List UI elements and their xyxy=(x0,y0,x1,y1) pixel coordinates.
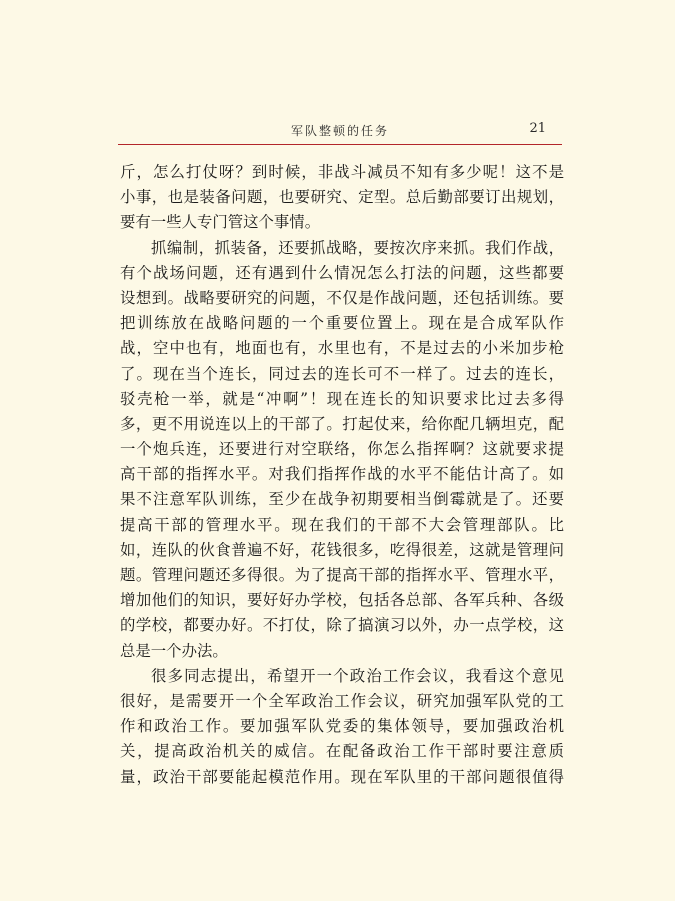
text-line: 提高干部的管理水平。现在我们的干部不大会管理部队。比 xyxy=(120,515,564,534)
text-line: 战，空中也有，地面也有，水里也有，不是过去的小米加步枪 xyxy=(120,339,564,358)
text-line: 高干部的指挥水平。对我们指挥作战的水平不能估计高了。如 xyxy=(120,465,564,484)
text-line: 要有一些人专门管这个事情。 xyxy=(120,213,321,232)
text-line: 题。管理问题还多得很。为了提高干部的指挥水平、管理水平， xyxy=(120,566,564,584)
page-number: 21 xyxy=(529,121,546,136)
text-line: 设想到。战略要研究的问题，不仅是作战问题，还包括训练。要 xyxy=(120,288,564,307)
paragraph-first-line: 很多同志提出，希望开一个政治工作会议，我看这个意见 xyxy=(151,666,564,685)
text-line: 多，更不用说连以上的干部了。打起仗来，给你配几辆坦克，配 xyxy=(120,414,564,433)
text-line: 如，连队的伙食普遍不好，花钱很多，吃得很差，这就是管理问 xyxy=(120,540,564,559)
text-line: 总是一个办法。 xyxy=(120,641,228,660)
text-line: 关，提高政治机关的威信。在配备政治工作干部时要注意质 xyxy=(120,742,564,761)
text-line: 的学校，都要办好。不打仗，除了搞演习以外，办一点学校，这 xyxy=(120,616,564,635)
text-line: 有个战场问题，还有遇到什么情况怎么打法的问题，这些都要 xyxy=(120,263,564,282)
text-line: 驳壳枪一举，就是“冲啊”！现在连长的知识要求比过去多得 xyxy=(120,389,564,408)
text-line: 量，政治干部要能起模范作用。现在军队里的干部问题很值得 xyxy=(120,767,564,786)
text-line: 一个炮兵连，还要进行对空联络，你怎么指挥啊？这就要求提 xyxy=(120,440,564,459)
body-text xyxy=(120,160,564,790)
text-line: 了。现在当个连长，同过去的连长可不一样了。过去的连长， xyxy=(120,364,564,383)
header-rule xyxy=(118,144,562,145)
text-line: 小事，也是装备问题，也要研究、定型。总后勤部要订出规划， xyxy=(120,188,564,207)
text-line: 很好，是需要开一个全军政治工作会议，研究加强军队党的工 xyxy=(120,691,564,710)
text-line: 作和政治工作。要加强军队党委的集体领导，要加强政治机 xyxy=(120,717,564,736)
chapter-title: 军队整顿的任务 xyxy=(290,124,389,138)
running-header xyxy=(118,120,562,142)
paragraph-first-line: 抓编制，抓装备，还要抓战略，要按次序来抓。我们作战， xyxy=(151,238,564,257)
text-line: 斤，怎么打仗呀？到时候，非战斗减员不知有多少呢！这不是 xyxy=(120,163,564,181)
text-line: 把训练放在战略问题的一个重要位置上。现在是合成军队作 xyxy=(120,314,564,333)
text-line: 果不注意军队训练，至少在战争初期要相当倒霉就是了。还要 xyxy=(120,490,564,509)
text-line: 增加他们的知识，要好好办学校，包括各总部、各军兵种、各级 xyxy=(120,591,564,610)
